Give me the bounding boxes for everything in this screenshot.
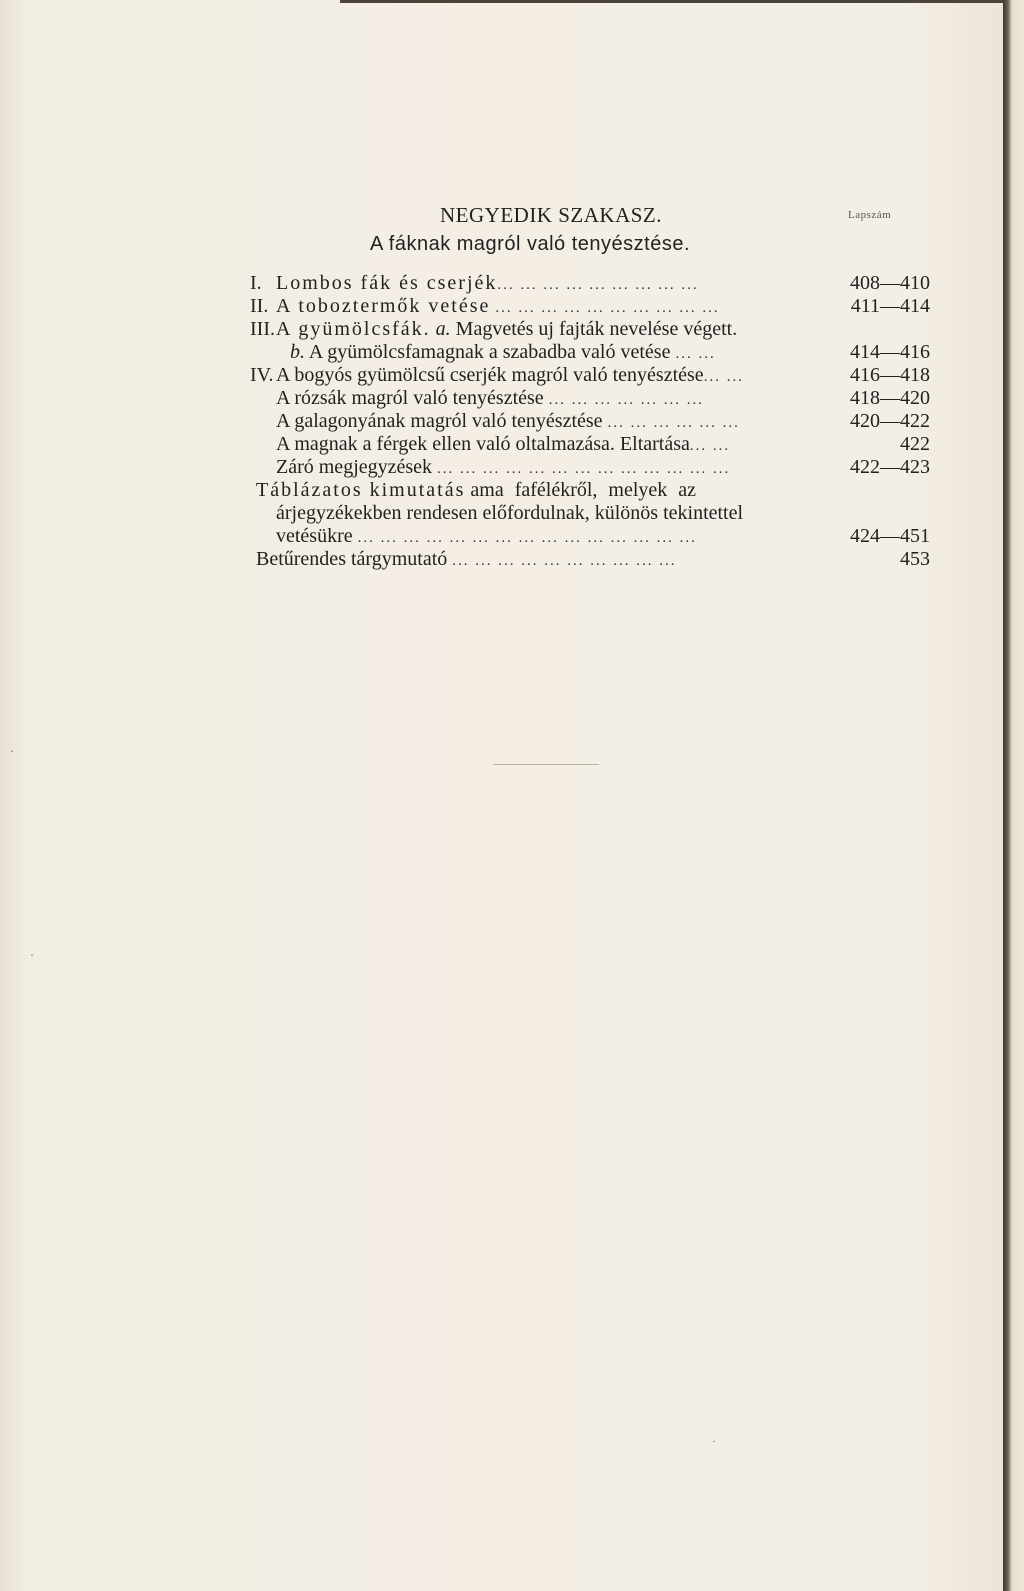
entry-title: Lombos fák és cserjék	[276, 272, 498, 294]
toc-entry	[250, 318, 930, 341]
entry-title: vetésükre	[276, 525, 353, 547]
print-speck: ·	[10, 744, 14, 758]
entry-pages: 414—416	[850, 341, 930, 363]
entry-pages: 416—418	[850, 364, 930, 386]
faint-rule	[493, 764, 599, 765]
toc-entry	[250, 479, 930, 502]
entry-title-wrap	[276, 364, 744, 389]
entry-title: Záró megjegyzések	[276, 456, 433, 478]
leader-dots: ... ... ... ... ... ... ... ... ... ...	[495, 300, 720, 316]
entry-pages: 411—414	[850, 295, 930, 317]
entry-title-wrap	[276, 433, 730, 458]
leader-dots: ... ... ... ... ... ...	[607, 415, 740, 431]
sub-title: Magvetés uj fajták nevelése végett.	[455, 318, 738, 340]
leader-dots: ... ... ... ... ... ... ... ... ...	[497, 277, 699, 293]
leader-dots: ... ... ... ... ... ... ...	[548, 392, 704, 408]
entry-title: árjegyzékekben rendesen előfordulnak, különös tekintettel	[276, 502, 744, 524]
toc-entry	[250, 433, 930, 456]
entry-title: A magnak a férgek ellen való oltalmazása. Eltartása	[276, 433, 690, 455]
page-number-heading: Lapszám	[848, 209, 892, 221]
entry-title-wrap	[276, 410, 740, 435]
entry-title-wrap	[276, 456, 730, 481]
toc-entry	[250, 456, 930, 479]
entry-title: A rózsák magról való tenyésztése	[276, 387, 544, 409]
entry-pages: 418—420	[850, 387, 930, 409]
toc-entry	[250, 387, 930, 410]
entry-pages: 422—423	[850, 456, 930, 478]
leader-dots: ... ...	[675, 346, 716, 362]
entry-number: I.	[250, 272, 262, 294]
leader-dots: ... ... ... ... ... ... ... ... ... ... ... ... ...	[437, 461, 731, 477]
entry-title-wrap	[290, 341, 716, 366]
section-subtitle: A fáknak magról való tenyésztése.	[370, 233, 690, 255]
entry-title-wrap	[276, 525, 697, 550]
entry-pages: 424—451	[850, 525, 930, 547]
page-edge	[1003, 0, 1024, 1591]
toc-entry-continued	[250, 525, 930, 548]
entry-title: Táblázatos kimutatás	[256, 479, 466, 501]
entry-title-rest: ama fafélékről, melyek az	[470, 479, 697, 501]
entry-title: A bogyós gyümölcsű cserjék magról való tenyésztése	[276, 364, 704, 386]
entry-title: A toboztermők vetése	[276, 295, 491, 317]
leader-dots: ... ... ... ... ... ... ... ... ... ... ... ... ... ... ...	[357, 530, 697, 546]
entry-title: Betűrendes tárgymutató	[256, 548, 448, 570]
sub-label: a.	[435, 318, 451, 340]
toc-entry-continued	[250, 502, 930, 525]
section-title: NEGYEDIK SZAKASZ.	[440, 203, 662, 227]
toc-entry	[250, 341, 930, 364]
entry-pages: 422	[900, 433, 930, 455]
leader-dots: ... ...	[703, 369, 744, 385]
toc-entry	[250, 548, 930, 571]
entry-title: A gyümölcsfák.	[276, 318, 431, 340]
toc-entry	[250, 410, 930, 433]
sub-title: A gyümölcsfamagnak a szabadba való vetése	[308, 341, 671, 363]
entry-pages: 453	[900, 548, 930, 570]
toc-entry	[250, 364, 930, 387]
entry-title-wrap	[276, 295, 720, 320]
entry-title-wrap	[276, 387, 704, 412]
entry-pages: 408—410	[850, 272, 930, 294]
leader-dots: ... ...	[689, 438, 731, 454]
entry-title: A galagonyának magról való tenyésztése	[276, 410, 603, 432]
print-speck: ·	[30, 948, 34, 962]
entry-title-wrap	[276, 272, 699, 297]
leader-dots: ... ... ... ... ... ... ... ... ... ...	[452, 553, 677, 569]
sub-label: b.	[290, 341, 305, 363]
entry-pages: 420—422	[850, 410, 930, 432]
entry-title-wrap	[276, 318, 737, 341]
entry-number: II.	[250, 295, 269, 317]
toc-entry	[250, 272, 930, 295]
page-top-edge	[340, 0, 1003, 3]
toc-entry	[250, 295, 930, 318]
entry-title-wrap	[256, 479, 696, 502]
print-speck: ·	[712, 1434, 716, 1448]
entry-title-wrap	[256, 548, 677, 573]
entry-number: III.	[250, 318, 275, 340]
entry-number: IV.	[250, 364, 274, 386]
table-of-contents	[250, 272, 930, 571]
